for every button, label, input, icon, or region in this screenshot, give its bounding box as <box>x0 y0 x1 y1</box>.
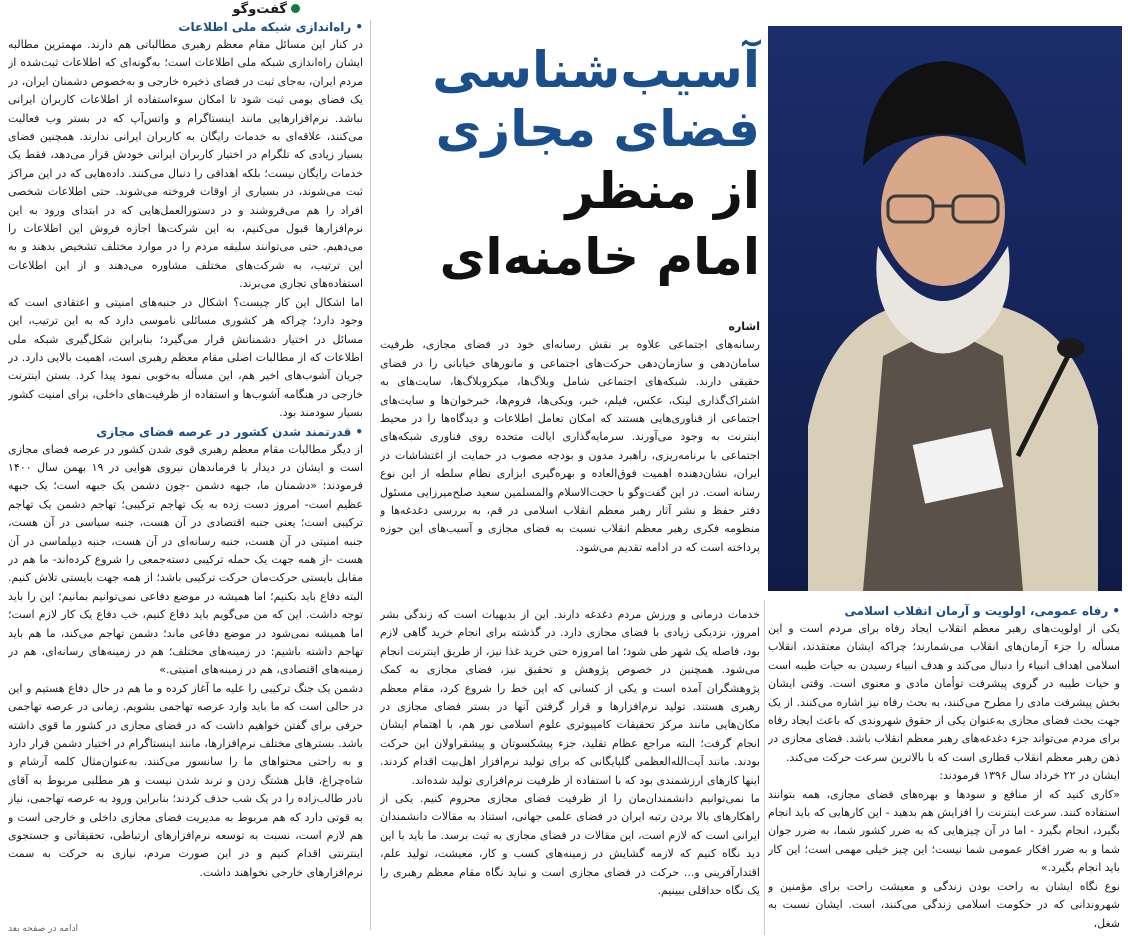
subhead-bullet-icon: • <box>355 20 363 34</box>
headline-line-1: آسیب‌شناسی <box>432 41 760 99</box>
subhead-country-power: •قدرتمند شدن کشور در عرصه فضای مجازی <box>96 424 363 439</box>
middle-paragraph-1: خدمات درمانی و ورزش مردم دغدغه دارند. این از بدیهیات است که زندگی بشر امروز، نزدیکی زیادی با فضای مجازی دارد. در گذشته برای انجام خرید گاهی لازم بود، فاصله یک شهر طی شود؛ اما امروزه حتی خرید غذا نیز، از طریق اینترنت انجام می‌شود. همچنین در خصوص پژوهش و تحقیق نیز، فضای مجازی به کمک پژوهشگران آمده است و یکی از کسانی که این خط را شروع کرد، مقام معظم رهبری هستند. تولید نرم‌افزارها و قرار گرفتن آنها در بستر فضای مجازی در مکان‌هایی مانند مرکز تحقیقات کامپیوتری علوم اسلامی نور هم، با اهتمام ایشان انجام گرفت؛ البته مراجع عظام تقلید، جزء پیشکسوتان و پیشقراولان این حرکت بودند. مانند آیت‌الله‌العظمی گلپایگانی که برای تولید نرم‌افزار اهل‌بیت اقدام کردند. اینها کارهای ارزشمندی بود که با استفاده از ظرفیت نرم‌افزاری تولید شده‌اند. <box>380 608 760 787</box>
column-divider-right <box>764 600 765 935</box>
portrait-photo <box>768 26 1122 591</box>
column-divider-left <box>370 20 371 930</box>
subhead-public-welfare: •رفاه عمومی، اولویت و آرمان انقلاب اسلامی <box>844 604 1120 618</box>
middle-column <box>380 606 760 936</box>
intro-body: رسانه‌های اجتماعی علاوه بر نقش رسانه‌ای خود در فضای مجازی، ظرفیت سامان‌دهی و سازمان‌دهی حرکت‌های اجتماعی و مانورهای خیابانی را در فضای حقیقی دارند. شبکه‌های اجتماعی شامل وبلاگ‌ها، میکروبلاگ‌ها، سایت‌های به اشتراک‌گذاری لینک، عکس، فیلم، خبر، ویکی‌ها، فروم‌ها، خبرخوان‌ها و سایت‌های اجتماعی از فناوری‌هایی هستند که امکان تعامل اطلاعات و دیدگاه‌ها را در محیط اینترنت به وجود می‌آورند. سرمایه‌گذاری ایالت متحده روی فناوری شبکه‌های اجتماعی با برنامه‌ریزی، راهبرد مدون و بودجه مصوب در حمایت از اغتشاشات در ایران، نشان‌دهنده اهمیت فوق‌العاده و بهره‌گیری ابزاری نظام سلطه از این نوع رسانه است. در این گفت‌وگو با حجت‌الاسلام والمسلمین سعید صلح‌میرزایی مسئول دفتر حفظ و نشر آثار رهبر معظم انقلاب اسلامی در قم، به بررسی دغدغه‌ها و منظومه فکری رهبر معظم انقلاب نسبت به فضای مجازی و آسیب‌های این حوزه پرداخته است که در ادامه تقدیم می‌شود. <box>380 338 760 554</box>
section-tag-label: گفت‌وگو <box>232 2 287 17</box>
headline <box>432 40 760 290</box>
headline-line-4: امام خامنه‌ای <box>439 228 760 286</box>
right-paragraph-4: نوع نگاه ایشان به راحت بودن زندگی و معیشت راحت برای مؤمنین و شهروندانی که در حکومت اسلامی زندگی می‌کنند، است. ایشان نسبت به شغل، <box>768 879 1120 930</box>
continued-note: ادامه در صفحه بعد <box>8 924 78 934</box>
subhead-national-network: •راه‌اندازی شبکه ملی اطلاعات <box>178 20 363 34</box>
left-paragraph-2: اما اشکال این کار چیست؟ اشکال در جنبه‌های امنیتی و اعتقادی است که وجود دارد؛ چراکه هر کشوری مسائلی ناموسی دارد که به این ترتیب، این مسائل در اختیار دشمنانش قرار می‌گیرد؛ بنابراین شکل‌گیری شبکه ملی اطلاعات که از مطالبات اصلی مقام معظم رهبری است، اهمیت بالایی دارد. در جریان آشوب‌های اخیر هم، این مسأله به‌خوبی نمود پیدا کرد. بستن اینترنت خارجی در هنگامه آشوب‌ها و استفاده از ظرفیت‌های داخلی، برای امنیت کشور بسیار سودمند بود. <box>8 295 363 420</box>
headline-line-3: از منظر <box>565 162 760 220</box>
left-paragraph-4: دشمن یک جنگ ترکیبی را علیه ما آغاز کرده و ما هم در حال دفاع هستیم و این در حالی است که ما باید وارد عرصه تهاجمی بشویم. زمانی در عرصه تهاجمی حرفی برای گفتن خواهیم داشت که در فضای مجازی در کشور ما قوی داشته باشد. بسترهای مختلف نرم‌افزارها، مانند اینستاگرام در اختیار دشمن قرار دارد و به راحتی محتواهای ما را سانسور می‌کنند. به‌عنوان‌مثال کلمه آرشام و شاه‌چراغ، قابل هشتگ زدن و ترند شدن نیست و هر مطلبی مربوط به آقای نادر طالب‌زاده را در یک شب حذف کردند؛ بنابراین ورود به عرصه تهاجمی، نیاز به قوتی دارد که هم مربوط به مدیریت فضای مجازی داخلی و خارجی است و هم لازم است، نسبت به توسعه نرم‌افزارهای ارتباطی، تحقیقاتی و جستجوی اینترنتی اقدام کنیم و در این صورت مردم، نیازی به حرکت به سمت نرم‌افزارهای خارجی نخواهند داشت. <box>8 681 363 879</box>
middle-paragraph-2: ما نمی‌توانیم دانشمندان‌مان را از ظرفیت فضای مجازی محروم کنیم. یکی از راهکارهای بالا بردن رتبه ایران در فضای علمی جهانی، استناد به مقالات دانشمندان ایرانی است که لازم است، این مقالات در فضای مجازی به ثبت برسد. ما باید با این دید نگاه کنیم که لازمه گشایش در زمینه‌های کسب و کار، معیشت، تولید علم، اقتدارآفرینی و... حرکت در فضای مجازی است و نباید نگاه مقام معظم رهبری را یک نگاه حداقلی ببینیم. <box>380 792 760 898</box>
headline-line-2: فضای مجازی <box>435 100 760 158</box>
left-column <box>8 18 363 918</box>
section-dot-icon <box>291 4 300 13</box>
subhead-bullet-icon: • <box>1112 604 1120 618</box>
right-paragraph-1: یکی از اولویت‌های رهبر معظم انقلاب ایجاد رفاه برای مردم است و این مسأله را جزء آرمان‌های انقلاب می‌شمارند؛ چراکه ایشان معتقدند، انقلاب اسلامی اهداف انبیاء را دنبال می‌کند و هدف انبیاء رسیدن به حیات طیبه است و حیات طیبه در گروی پیشرفت توأمان مادی و معنوی است. وقتی ایشان بخش پیشرفت مادی را مطرح می‌کنند، به بحث رفاه نیز اشاره می‌کنند. از یک جهت بحث فضای مجازی به‌عنوان یکی از حقوق شهروندی که باعث ایجاد رفاه برای مردم می‌تواند جزء دغدغه‌های رهبر معظم انقلاب باشد. فضای مجازی در ذهن رهبر معظم انقلاب قطاری است که با بالاترین سرعت حرکت می‌کند. <box>768 622 1120 764</box>
right-paragraph-3: «کاری کنید که از منافع و سودها و بهره‌های فضای مجازی، همه بتوانند استفاده کنند. سرعت اینترنت را افزایش هم بدهید - این کارهایی که باید انجام بگیرد، انجام بگیرد - اما در آن چیزهایی که به ضرر کشور شما، به ضرر جوان شما و به ضرر افکار عمومی شما نیست؛ این چیز خیلی مهمی است؛ این کار باید انجام بگیرد.» <box>768 787 1120 875</box>
right-column <box>768 602 1120 937</box>
intro-column <box>380 318 760 603</box>
portrait-illustration <box>768 26 1122 591</box>
right-paragraph-2: ایشان در ۲۲ خرداد سال ۱۳۹۶ فرمودند: <box>939 769 1120 783</box>
left-paragraph-3: از دیگر مطالبات مقام معظم رهبری قوی شدن کشور در عرصه فضای مجازی است و ایشان در دیدار با فرماندهان نیروی هوایی در ۱۹ بهمن سال ۱۴۰۰ فرمودند: «دشمنان ما، جبهه دشمن -چون دشمن یک جبهه است؛ یک جبهه عظیم است- امروز دست زده به یک تهاجم ترکیبی؛ تهاجم دشمن یک تهاجم ترکیبی است؛ یعنی جنبه اقتصادی در آن هست، جنبه سیاسی در آن هست، جنبه امنیتی در آن هست، جنبه رسانه‌ای در آن هست، جنبه دیپلماسی در آن هست -از همه جهت یک حمله ترکیبی دسته‌جمعی را شروع کرده‌اند- ما هم در مقابل بایستی حرکت‌مان حرکت ترکیبی باشد؛ از همه جهت بایستی تلاش کنیم. البته دفاع باید بکنیم؛ اما همیشه در موضع دفاعی نمی‌توانیم بمانیم؛ این را باید توجه داشت. این که من می‌گویم باید دفاع کنیم، خب دفاع یک کار لازم است؛ اما همیشه نمی‌شود در موضع دفاعی ماند؛ دشمن تهاجم می‌کند، ما هم باید تهاجم داشته باشیم: در زمینه‌های مختلف؛ هم در زمینه‌های رسانه‌ای، هم در زمینه‌های اقتصادی، هم در زمینه‌های امنیتی.» <box>8 442 363 677</box>
left-paragraph-1: در کنار این مسائل مقام معظم رهبری مطالباتی هم دارند. مهمترین مطالبه ایشان راه‌اندازی شبکه ملی اطلاعات است؛ به‌گونه‌ای که اطلاعات ثبت‌شده از مردم ایران، به‌جای ثبت در فضای ذخیره خارجی و به‌خصوص دشمنان ایران، در یک فضای بومی ثبت شود تا امکان سوءاستفاده از اطلاعات کاربران ایرانی نباشد. نرم‌افزارهایی مانند اینستاگرام و واتس‌آپ که در بستر وب فعالیت می‌کنند، علاقه‌ای به خدمات رایگان به کاربران ایرانی ندارند. همچنین فضای بسیار زیادی که تلگرام در اختیار کاربران ایرانی خودش قرار می‌دهد، فقط یک خدمات رایگان نیست؛ بلکه اهدافی را دنبال می‌کنند. داده‌هایی که در این مراکز ثبت می‌شوند، در بسیاری از اوقات فروخته می‌شوند. حتی اطلاعات شخصی افراد را هم می‌فروشند و در دستورالعمل‌هایی که در ابتدای ورود به این نرم‌افزارها قبول می‌کنیم، به این شرکت‌ها اجازه فروش این اطلاعات را می‌دهیم. حتی می‌توانند سلیقه مردم را در موارد مختلف تشخیص بدهند و به این ترتیب، به شرکت‌های مختلف مشاوره می‌دهند و از این اطلاعات استفاده‌های تجاری می‌برند. <box>8 38 363 291</box>
subhead-bullet-icon: • <box>355 424 363 439</box>
intro-label: اشاره <box>728 320 760 333</box>
